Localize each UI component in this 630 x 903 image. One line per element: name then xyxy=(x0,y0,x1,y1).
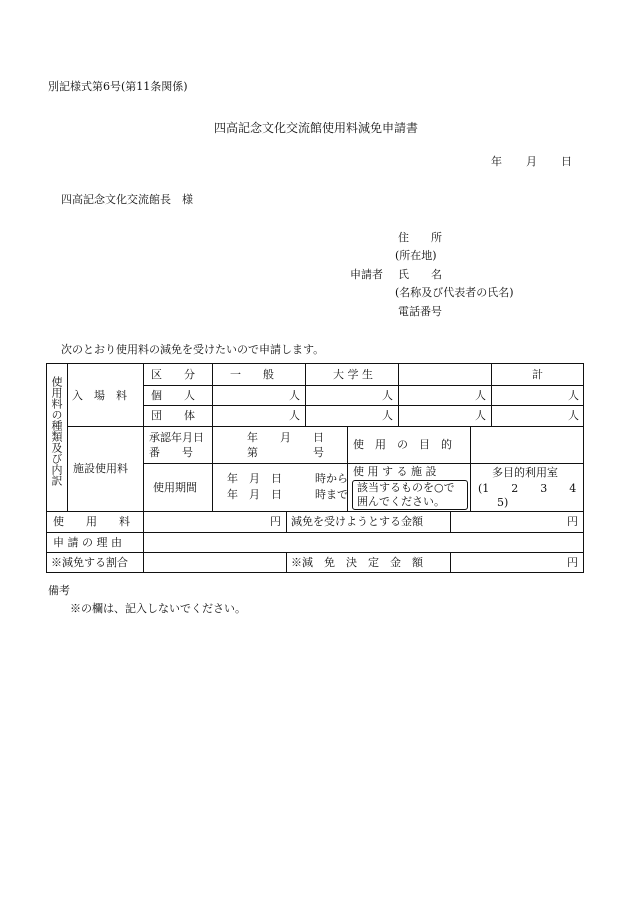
addressee: 四高記念文化交流館長 様 xyxy=(61,193,193,206)
header-general: 一 般 xyxy=(230,368,274,381)
admission-fee-label: 入 場 料 xyxy=(72,389,127,402)
usage-period-from: 年 月 日 時から xyxy=(227,472,348,485)
name-label: 氏 名 xyxy=(398,268,442,281)
group-general-unit: 人 xyxy=(289,409,300,422)
fee-types-side-label: 使用料の種類及び内訳 xyxy=(50,376,63,486)
row-group-label: 団 体 xyxy=(151,409,195,422)
remarks-label: 備考 xyxy=(48,584,70,597)
applicant-label: 申請者 xyxy=(350,268,383,281)
approval-date-value: 年 月 日 xyxy=(247,431,324,444)
name-sub-label: (名称及び代表者の氏名) xyxy=(395,286,514,299)
approval-date-label: 承認年月日 xyxy=(149,431,204,444)
individual-student-unit: 人 xyxy=(382,389,393,402)
header-university-student: 大 学 生 xyxy=(333,368,373,381)
usage-fee-yen: 円 xyxy=(270,515,281,528)
date-year-label: 年 xyxy=(491,155,502,168)
phone-label: 電話番号 xyxy=(398,305,442,318)
reduction-amount-label: 減免を受けようとする金額 xyxy=(291,515,423,528)
facility-used-label: 使 用 す る 施 設 xyxy=(353,465,437,478)
header-kubun: 区 分 xyxy=(151,368,195,381)
reduction-amount-yen: 円 xyxy=(567,515,578,528)
address-sub-label: (所在地) xyxy=(395,249,437,262)
date-month-label: 月 xyxy=(526,155,537,168)
facility-fee-label: 施設使用料 xyxy=(73,462,128,475)
approval-number-value: 第 号 xyxy=(247,446,324,459)
individual-blank-unit: 人 xyxy=(475,389,486,402)
row-individual-label: 個 人 xyxy=(151,389,195,402)
decision-amount-yen: 円 xyxy=(567,556,578,569)
facility-note-line2: 囲んでください。 xyxy=(357,495,445,508)
page-title: 四高記念文化交流館使用料減免申請書 xyxy=(214,121,419,135)
address-label: 住 所 xyxy=(398,231,442,244)
facility-note-line1: 該当するものを○で xyxy=(357,481,455,494)
group-student-unit: 人 xyxy=(382,409,393,422)
decision-amount-label: ※減 免 決 定 金 額 xyxy=(291,556,423,569)
reduction-ratio-label: ※減免する割合 xyxy=(51,556,128,569)
usage-fee-label: 使 用 料 xyxy=(53,515,130,528)
usage-period-label: 使用期間 xyxy=(153,481,197,494)
room-numbers-line2: 5) xyxy=(497,496,509,509)
approval-number-label: 番 号 xyxy=(149,446,193,459)
group-blank-unit: 人 xyxy=(475,409,486,422)
header-total: 計 xyxy=(532,368,543,381)
intro-text: 次のとおり使用料の減免を受けたいので申請します。 xyxy=(61,343,325,356)
group-total-unit: 人 xyxy=(568,409,579,422)
usage-period-to: 年 月 日 時まで xyxy=(227,488,348,501)
application-reason-label: 申 請 の 理 由 xyxy=(53,536,122,549)
date-day-label: 日 xyxy=(561,155,572,168)
room-numbers-line1: (1 2 3 4 xyxy=(478,482,577,495)
individual-total-unit: 人 xyxy=(568,389,579,402)
individual-general-unit: 人 xyxy=(289,389,300,402)
remarks-note: ※の欄は、記入しないでください。 xyxy=(70,602,246,615)
purpose-label: 使 用 の 目 的 xyxy=(353,438,452,451)
form-reference: 別記様式第6号(第11条関係) xyxy=(48,80,188,93)
multipurpose-room-label: 多目的利用室 xyxy=(492,466,558,479)
